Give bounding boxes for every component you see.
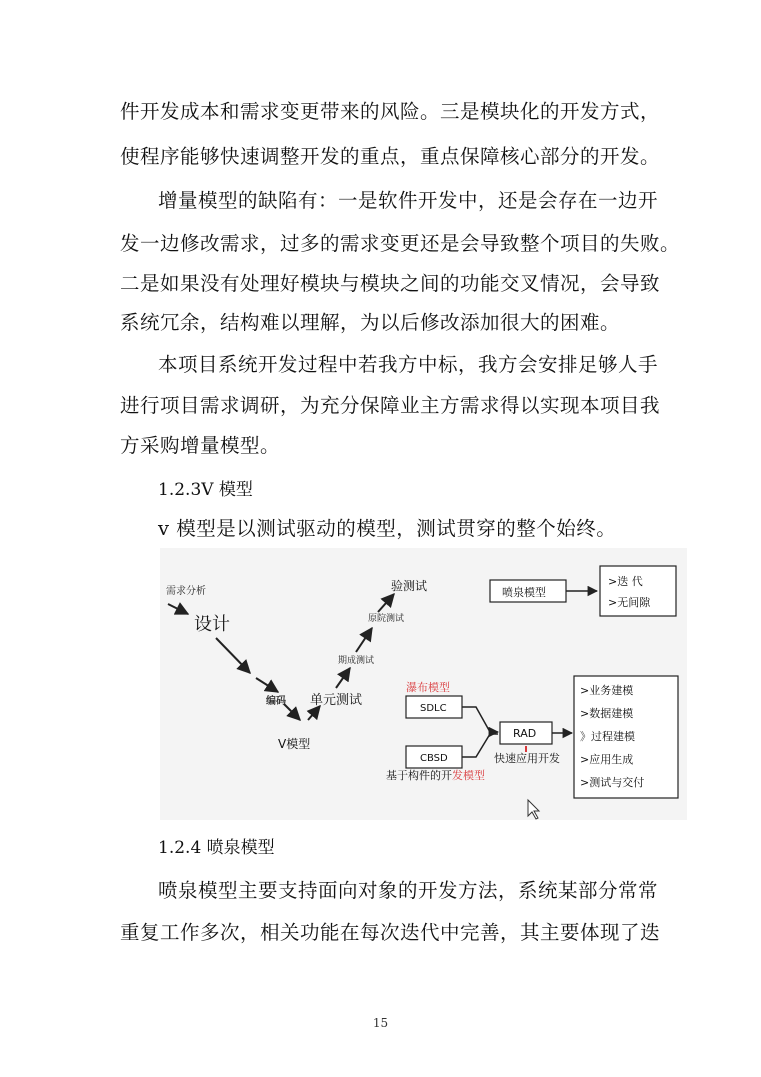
paragraph-line: 喷泉模型主要支持面向对象的开发方法，系统某部分常常	[158, 879, 659, 902]
paragraph-line: 系统冗余，结构难以理解，为以后修改添加很大的困难。	[120, 311, 621, 334]
rapid-app-dev-label: 快速应用开发	[494, 752, 560, 765]
rad-phase-data: >数据建模	[580, 707, 634, 720]
v-acceptance-test-label: 验测试	[391, 579, 428, 593]
section-heading-v-model: 1.2.3V 模型	[158, 480, 253, 500]
sdlc-label: SDLC	[420, 703, 447, 714]
paragraph-line: 二是如果没有处理好模块与模块之间的功能交叉情况，会导致	[120, 272, 661, 295]
paragraph-line: 进行项目需求调研，为充分保障业主方需求得以实现本项目我	[120, 394, 661, 417]
v-requirements-label: 需求分析	[166, 586, 206, 597]
paragraph-line: 方采购增量模型。	[120, 434, 281, 457]
paragraph-line: v 模型是以测试驱动的模型，测试贯穿的整个始终。	[158, 517, 617, 540]
v-system-test-label: 原院测试	[368, 614, 405, 624]
component-based-label: 基于构件的开发模型	[386, 769, 485, 782]
rad-phase-business: >业务建模	[580, 684, 634, 697]
paragraph-line: 件开发成本和需求变更带来的风险。三是模块化的开发方式，	[120, 100, 661, 123]
v-design-label: 设计	[194, 614, 230, 635]
rad-phase-generation: >应用生成	[580, 753, 634, 766]
process-models-figure	[160, 548, 687, 820]
paragraph-line: 增量模型的缺陷有：一是软件开发中，还是会存在一边开	[158, 189, 659, 212]
cbsd-label: CBSD	[420, 753, 448, 764]
rad-label: RAD	[513, 727, 537, 740]
section-heading-fountain-model: 1.2.4 喷泉模型	[158, 838, 275, 858]
paragraph-line: 重复工作多次，相关功能在每次迭代中完善，其主要体现了迭	[120, 921, 661, 944]
rad-phase-process: 》过程建模	[580, 730, 635, 743]
v-unit-test-label: 单元测试	[310, 693, 363, 708]
paragraph-line: 本项目系统开发过程中若我方中标，我方会安排足够人手	[158, 353, 659, 376]
v-integration-test-label: 期成测试	[338, 656, 375, 666]
fountain-model-label: 喷泉模型	[502, 586, 546, 599]
v-model-label: V模型	[278, 737, 311, 751]
fountain-item-seamless: >无间隙	[608, 596, 651, 609]
page-number: 15	[372, 1016, 389, 1030]
waterfall-model-label: 瀑布模型	[406, 681, 450, 694]
v-coding-label: 编码	[266, 696, 286, 707]
paragraph-line: 发一边修改需求，过多的需求变更还是会导致整个项目的失败。	[120, 232, 681, 255]
rad-phase-testing: >测试与交付	[580, 776, 645, 789]
paragraph-line: 使程序能够快速调整开发的重点，重点保障核心部分的开发。	[120, 145, 661, 168]
fountain-item-iterative: >迭 代	[608, 575, 643, 588]
mouse-cursor-icon	[528, 800, 539, 819]
